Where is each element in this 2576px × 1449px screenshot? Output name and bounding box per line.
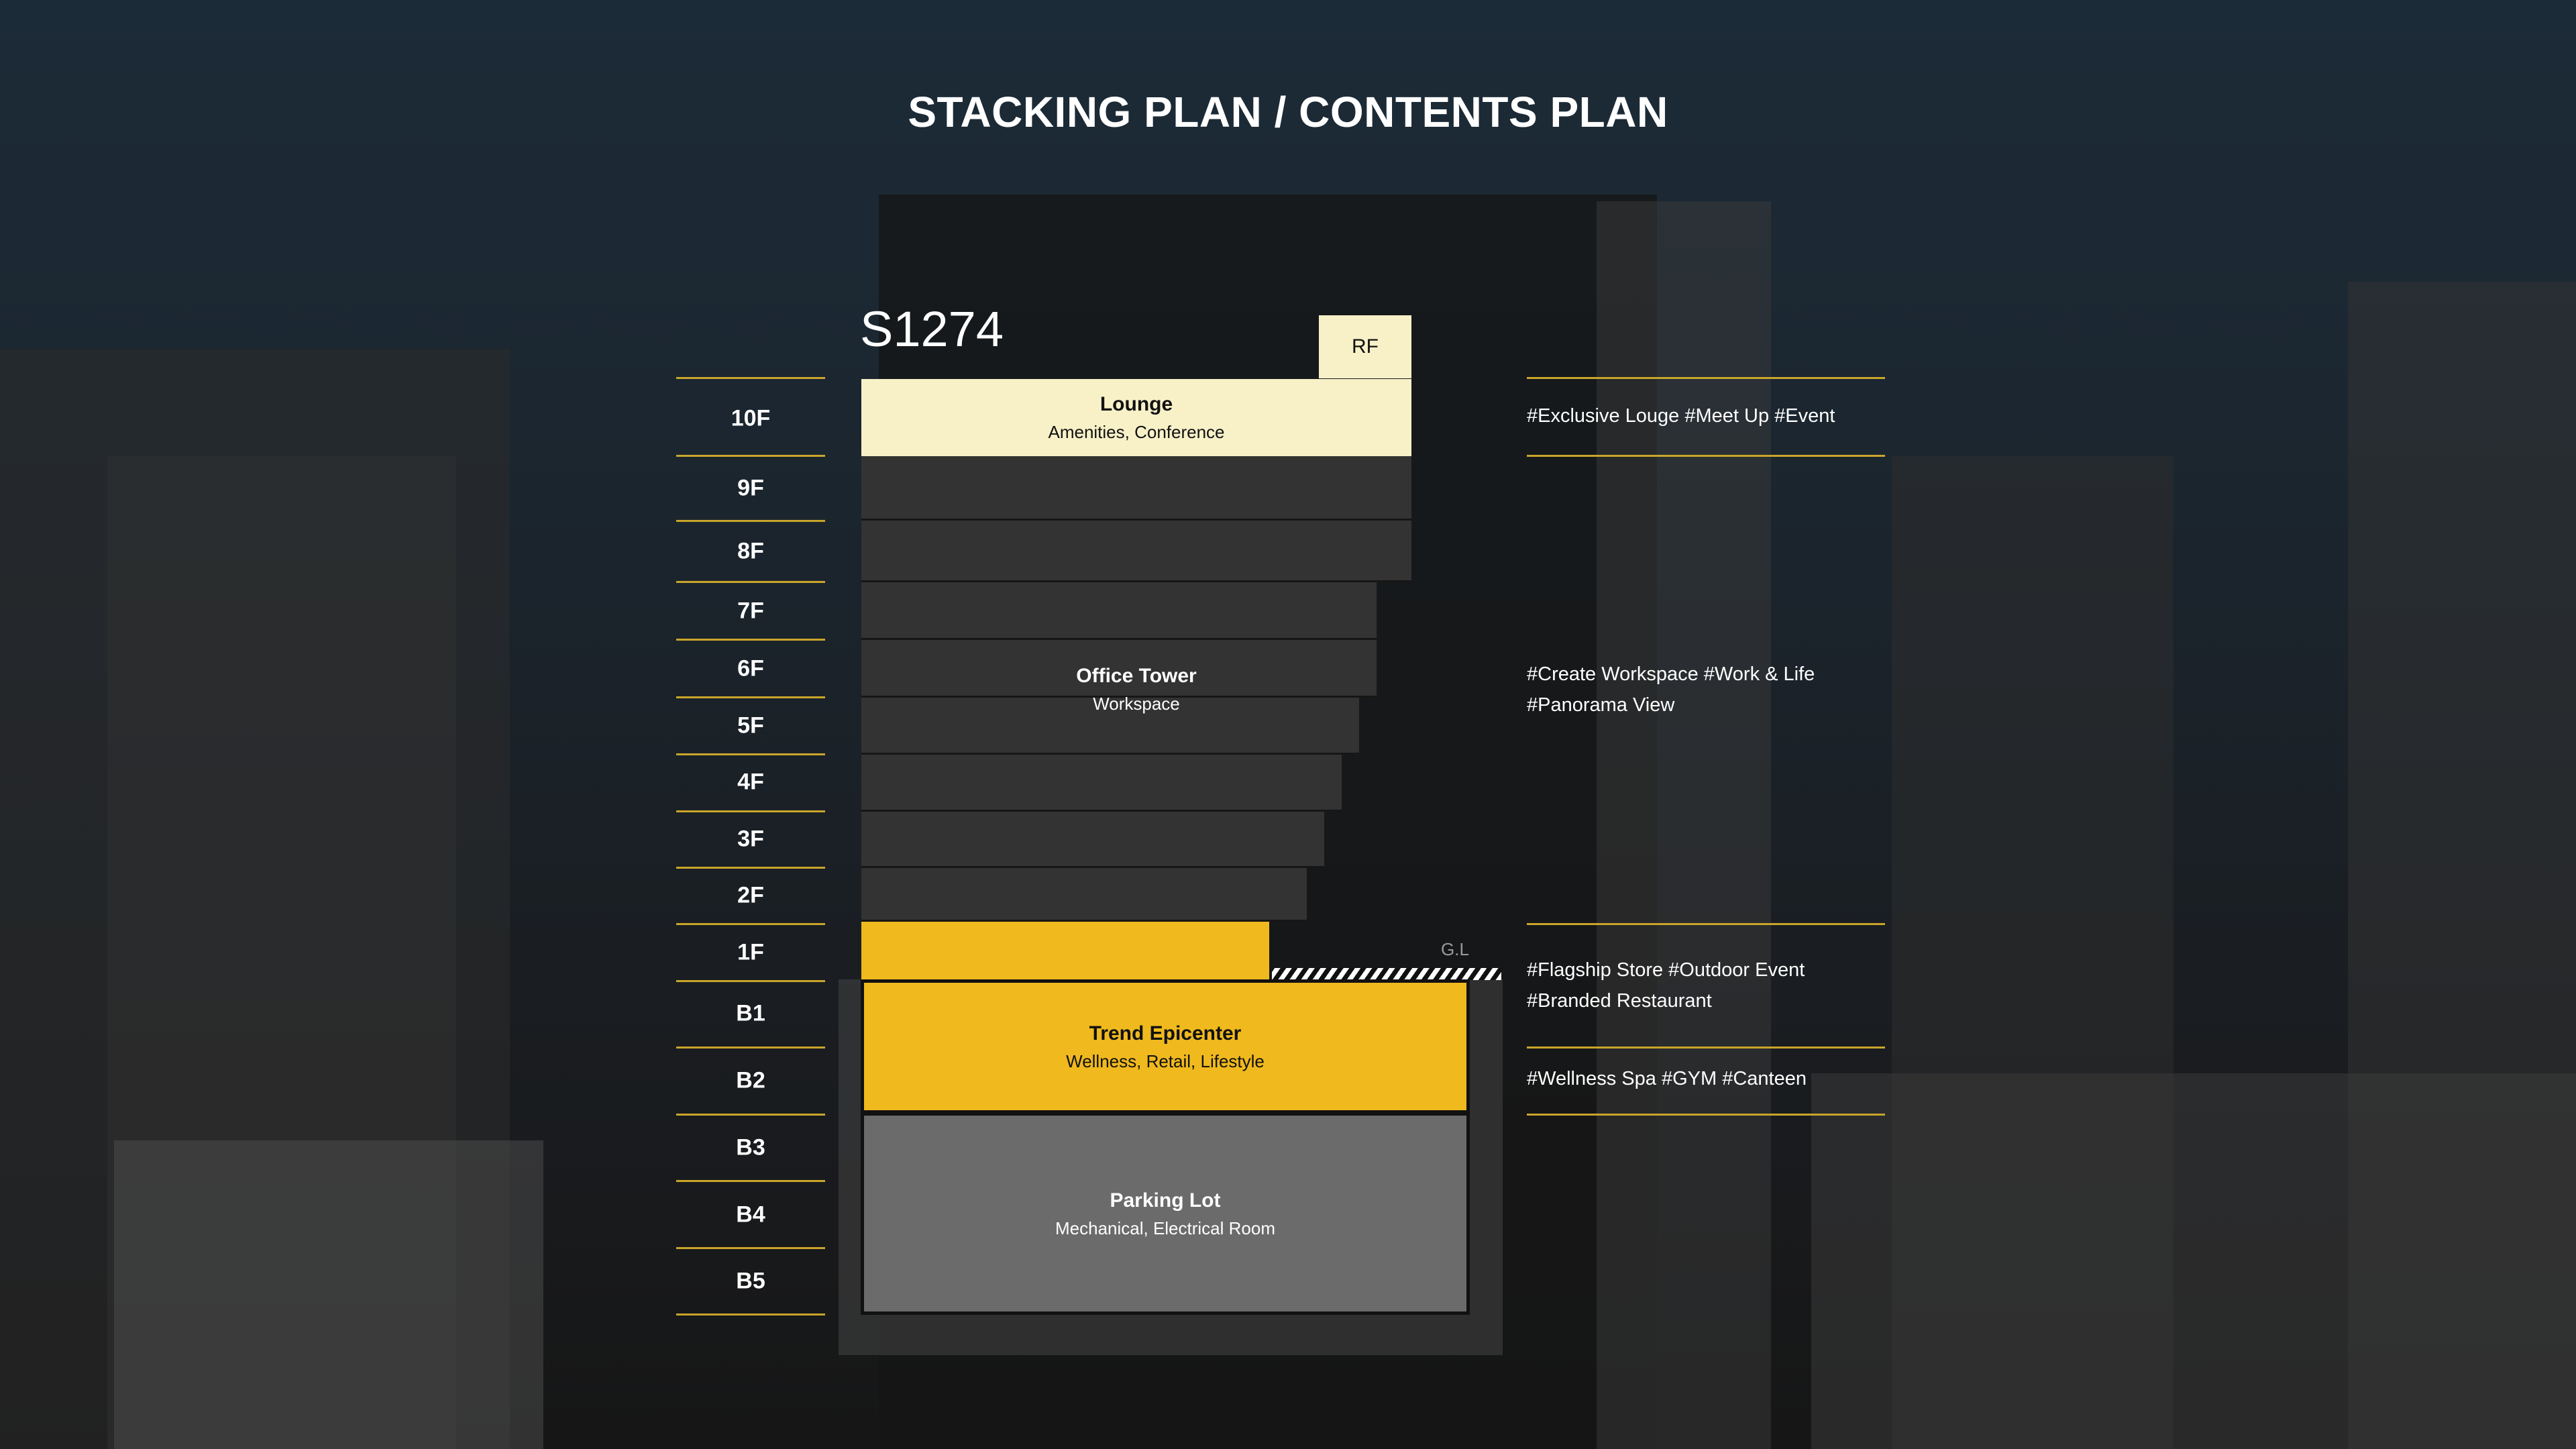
floor-divider <box>676 1180 825 1182</box>
office-tower-title: Office Tower <box>1076 665 1197 687</box>
floor-label: B4 <box>736 1201 765 1228</box>
floor-divider <box>676 923 825 925</box>
floor-label: 5F <box>737 712 764 739</box>
lounge-block <box>861 379 1411 456</box>
floor-label: 9F <box>737 475 764 501</box>
trend-tags: #Wellness Spa #GYM #Canteen <box>1527 1068 1807 1089</box>
lounge-subtitle: Amenities, Conference <box>1048 422 1225 442</box>
floor-label: 10F <box>731 405 771 431</box>
background-building-bottom-right <box>1811 1073 2576 1449</box>
floor-divider <box>676 1313 825 1316</box>
ground-level-hatch <box>1272 968 1501 980</box>
tag-divider <box>1527 923 1885 925</box>
office-tags-line1: #Create Workspace #Work & Life <box>1527 663 1815 685</box>
floor-divider <box>676 810 825 812</box>
tag-divider <box>1527 1046 1885 1049</box>
office-floor-2f <box>861 868 1307 922</box>
floor-label: 8F <box>737 538 764 564</box>
trend-epicenter-title: Trend Epicenter <box>1089 1022 1242 1044</box>
floor-divider <box>676 520 825 522</box>
trend-epicenter-subtitle: Wellness, Retail, Lifestyle <box>1066 1051 1265 1071</box>
floor-label: B5 <box>736 1268 765 1294</box>
retail-tags-line2: #Branded Restaurant <box>1527 990 1712 1012</box>
tag-divider <box>1527 1114 1885 1116</box>
floor-divider <box>676 1046 825 1049</box>
background-tower-right <box>1597 201 1771 1449</box>
floor-label: 6F <box>737 655 764 682</box>
floor-divider <box>676 980 825 982</box>
office-floor-4f <box>861 755 1342 812</box>
parking-lot-block <box>861 1112 1470 1315</box>
office-floor-3f <box>861 812 1324 868</box>
floor-label: B3 <box>736 1134 765 1161</box>
page-title: STACKING PLAN / CONTENTS PLAN <box>908 88 1668 136</box>
tag-divider <box>1527 377 1885 379</box>
office-tower-subtitle: Workspace <box>1093 694 1180 714</box>
floor-divider <box>676 455 825 457</box>
parking-lot-subtitle: Mechanical, Electrical Room <box>1055 1218 1275 1238</box>
floor-label: 2F <box>737 882 764 908</box>
building-name: S1274 <box>860 301 1004 357</box>
lounge-title: Lounge <box>1099 393 1173 415</box>
floor-label: 1F <box>737 939 764 965</box>
floor-label: 3F <box>737 826 764 852</box>
trend-epicenter-block <box>861 979 1470 1114</box>
tag-divider <box>1527 455 1885 457</box>
floor-divider <box>676 867 825 869</box>
retail-tags-line1: #Flagship Store #Outdoor Event <box>1527 959 1805 981</box>
floor-divider <box>676 639 825 641</box>
office-floor-9f <box>861 456 1411 521</box>
office-floor-8f <box>861 521 1411 582</box>
floor-divider <box>676 1114 825 1116</box>
ground-level-label: G.L <box>1441 939 1469 959</box>
floor-label: 7F <box>737 598 764 624</box>
background-building-bottom-left <box>114 1140 543 1449</box>
floor-label: B1 <box>736 1000 765 1026</box>
office-floor-7f <box>861 582 1377 640</box>
floor-divider <box>676 377 825 379</box>
office-tags-line2: #Panorama View <box>1527 694 1675 716</box>
lounge-tags: #Exclusive Louge #Meet Up #Event <box>1527 405 1835 427</box>
floor-label: B2 <box>736 1067 765 1093</box>
floor-label: 4F <box>737 769 764 795</box>
floor-divider <box>676 1247 825 1249</box>
ground-floor-retail-block <box>861 922 1269 981</box>
floor-divider <box>676 753 825 755</box>
floor-divider <box>676 581 825 583</box>
roof-floor-box: RF <box>1319 315 1411 378</box>
parking-lot-title: Parking Lot <box>1110 1189 1221 1212</box>
floor-divider <box>676 696 825 698</box>
